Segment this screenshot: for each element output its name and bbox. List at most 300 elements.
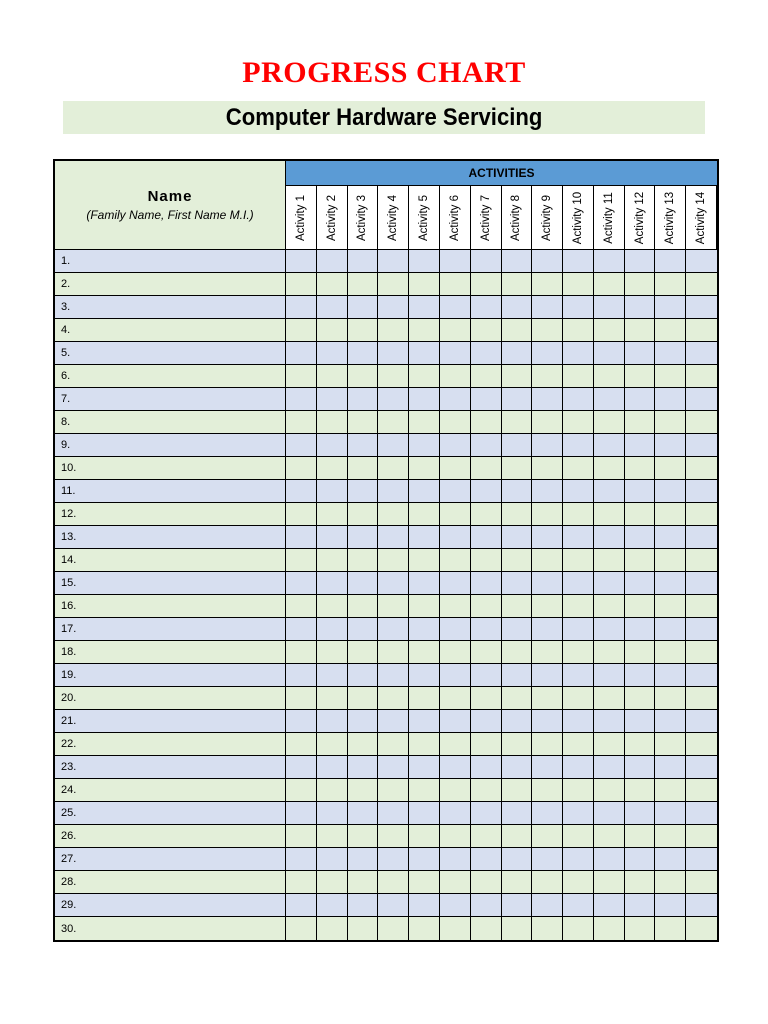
activity-score-cell[interactable] — [471, 756, 502, 779]
activity-score-cell[interactable] — [563, 388, 594, 411]
activity-score-cell[interactable] — [625, 664, 656, 687]
activity-score-cell[interactable] — [286, 894, 317, 917]
activity-score-cell[interactable] — [502, 595, 533, 618]
activity-score-cell[interactable] — [471, 825, 502, 848]
activity-score-cell[interactable] — [378, 480, 409, 503]
activity-score-cell[interactable] — [502, 802, 533, 825]
activity-score-cell[interactable] — [409, 549, 440, 572]
activity-score-cell[interactable] — [655, 664, 686, 687]
activity-score-cell[interactable] — [409, 250, 440, 273]
activity-score-cell[interactable] — [471, 687, 502, 710]
activity-score-cell[interactable] — [348, 411, 379, 434]
activity-score-cell[interactable] — [563, 365, 594, 388]
activity-score-cell[interactable] — [532, 687, 563, 710]
activity-score-cell[interactable] — [440, 457, 471, 480]
activity-score-cell[interactable] — [378, 503, 409, 526]
activity-score-cell[interactable] — [286, 434, 317, 457]
activity-score-cell[interactable] — [594, 595, 625, 618]
activity-score-cell[interactable] — [471, 618, 502, 641]
activity-score-cell[interactable] — [317, 756, 348, 779]
activity-score-cell[interactable] — [440, 664, 471, 687]
student-name-cell[interactable] — [55, 480, 286, 503]
activity-score-cell[interactable] — [655, 572, 686, 595]
activity-score-cell[interactable] — [502, 365, 533, 388]
activity-score-cell[interactable] — [440, 894, 471, 917]
activity-score-cell[interactable] — [286, 802, 317, 825]
activity-score-cell[interactable] — [378, 365, 409, 388]
activity-score-cell[interactable] — [686, 825, 717, 848]
activity-score-cell[interactable] — [594, 825, 625, 848]
activity-score-cell[interactable] — [655, 917, 686, 940]
activity-score-cell[interactable] — [563, 618, 594, 641]
activity-score-cell[interactable] — [563, 664, 594, 687]
activity-score-cell[interactable] — [563, 848, 594, 871]
activity-score-cell[interactable] — [532, 917, 563, 940]
student-name-cell[interactable] — [55, 848, 286, 871]
activity-score-cell[interactable] — [655, 273, 686, 296]
activity-score-cell[interactable] — [409, 871, 440, 894]
activity-score-cell[interactable] — [532, 549, 563, 572]
activity-score-cell[interactable] — [532, 710, 563, 733]
activity-score-cell[interactable] — [378, 250, 409, 273]
activity-score-cell[interactable] — [655, 894, 686, 917]
activity-score-cell[interactable] — [625, 871, 656, 894]
activity-score-cell[interactable] — [594, 894, 625, 917]
activity-score-cell[interactable] — [409, 480, 440, 503]
activity-score-cell[interactable] — [625, 250, 656, 273]
activity-score-cell[interactable] — [471, 871, 502, 894]
activity-score-cell[interactable] — [686, 388, 717, 411]
activity-score-cell[interactable] — [440, 411, 471, 434]
activity-score-cell[interactable] — [594, 687, 625, 710]
activity-score-cell[interactable] — [317, 273, 348, 296]
activity-score-cell[interactable] — [471, 848, 502, 871]
student-name-cell[interactable] — [55, 549, 286, 572]
activity-score-cell[interactable] — [502, 664, 533, 687]
activity-score-cell[interactable] — [655, 756, 686, 779]
student-name-cell[interactable] — [55, 595, 286, 618]
activity-score-cell[interactable] — [409, 319, 440, 342]
activity-score-cell[interactable] — [378, 687, 409, 710]
activity-score-cell[interactable] — [532, 572, 563, 595]
activity-score-cell[interactable] — [502, 250, 533, 273]
activity-score-cell[interactable] — [440, 572, 471, 595]
activity-score-cell[interactable] — [625, 526, 656, 549]
activity-score-cell[interactable] — [440, 733, 471, 756]
activity-score-cell[interactable] — [502, 480, 533, 503]
activity-score-cell[interactable] — [502, 411, 533, 434]
activity-score-cell[interactable] — [594, 296, 625, 319]
activity-score-cell[interactable] — [532, 457, 563, 480]
activity-score-cell[interactable] — [502, 434, 533, 457]
activity-score-cell[interactable] — [378, 319, 409, 342]
activity-score-cell[interactable] — [286, 641, 317, 664]
activity-score-cell[interactable] — [625, 365, 656, 388]
activity-score-cell[interactable] — [625, 733, 656, 756]
activity-score-cell[interactable] — [563, 480, 594, 503]
activity-score-cell[interactable] — [563, 595, 594, 618]
activity-score-cell[interactable] — [625, 296, 656, 319]
activity-score-cell[interactable] — [378, 388, 409, 411]
activity-score-cell[interactable] — [563, 572, 594, 595]
activity-score-cell[interactable] — [655, 526, 686, 549]
activity-score-cell[interactable] — [378, 802, 409, 825]
activity-score-cell[interactable] — [440, 687, 471, 710]
activity-score-cell[interactable] — [378, 756, 409, 779]
activity-score-cell[interactable] — [286, 871, 317, 894]
activity-score-cell[interactable] — [686, 296, 717, 319]
activity-score-cell[interactable] — [317, 342, 348, 365]
activity-score-cell[interactable] — [348, 273, 379, 296]
activity-score-cell[interactable] — [317, 595, 348, 618]
activity-score-cell[interactable] — [563, 457, 594, 480]
activity-score-cell[interactable] — [378, 848, 409, 871]
activity-score-cell[interactable] — [532, 664, 563, 687]
activity-score-cell[interactable] — [440, 917, 471, 940]
activity-score-cell[interactable] — [440, 871, 471, 894]
activity-score-cell[interactable] — [409, 572, 440, 595]
activity-score-cell[interactable] — [625, 342, 656, 365]
activity-score-cell[interactable] — [686, 595, 717, 618]
activity-score-cell[interactable] — [502, 342, 533, 365]
activity-score-cell[interactable] — [348, 595, 379, 618]
activity-score-cell[interactable] — [348, 641, 379, 664]
activity-score-cell[interactable] — [563, 434, 594, 457]
student-name-cell[interactable] — [55, 296, 286, 319]
activity-score-cell[interactable] — [532, 480, 563, 503]
activity-score-cell[interactable] — [594, 503, 625, 526]
activity-score-cell[interactable] — [409, 388, 440, 411]
activity-score-cell[interactable] — [409, 618, 440, 641]
activity-score-cell[interactable] — [625, 756, 656, 779]
activity-score-cell[interactable] — [625, 572, 656, 595]
activity-score-cell[interactable] — [686, 710, 717, 733]
activity-score-cell[interactable] — [317, 871, 348, 894]
activity-score-cell[interactable] — [532, 641, 563, 664]
activity-score-cell[interactable] — [317, 894, 348, 917]
activity-score-cell[interactable] — [532, 595, 563, 618]
activity-score-cell[interactable] — [348, 848, 379, 871]
activity-score-cell[interactable] — [348, 779, 379, 802]
student-name-cell[interactable] — [55, 365, 286, 388]
activity-score-cell[interactable] — [440, 848, 471, 871]
activity-score-cell[interactable] — [563, 710, 594, 733]
activity-score-cell[interactable] — [348, 618, 379, 641]
activity-score-cell[interactable] — [440, 434, 471, 457]
activity-score-cell[interactable] — [471, 388, 502, 411]
activity-score-cell[interactable] — [686, 687, 717, 710]
activity-score-cell[interactable] — [502, 710, 533, 733]
activity-score-cell[interactable] — [440, 250, 471, 273]
activity-score-cell[interactable] — [471, 503, 502, 526]
activity-score-cell[interactable] — [409, 273, 440, 296]
activity-score-cell[interactable] — [409, 503, 440, 526]
activity-score-cell[interactable] — [409, 779, 440, 802]
activity-score-cell[interactable] — [655, 480, 686, 503]
activity-score-cell[interactable] — [348, 457, 379, 480]
activity-score-cell[interactable] — [286, 917, 317, 940]
activity-score-cell[interactable] — [378, 825, 409, 848]
activity-score-cell[interactable] — [532, 250, 563, 273]
activity-score-cell[interactable] — [594, 641, 625, 664]
activity-score-cell[interactable] — [471, 434, 502, 457]
activity-score-cell[interactable] — [409, 802, 440, 825]
student-name-cell[interactable] — [55, 802, 286, 825]
activity-score-cell[interactable] — [502, 825, 533, 848]
activity-score-cell[interactable] — [563, 756, 594, 779]
activity-score-cell[interactable] — [471, 802, 502, 825]
activity-score-cell[interactable] — [286, 457, 317, 480]
activity-score-cell[interactable] — [532, 825, 563, 848]
activity-score-cell[interactable] — [502, 503, 533, 526]
activity-score-cell[interactable] — [471, 319, 502, 342]
activity-score-cell[interactable] — [686, 802, 717, 825]
activity-score-cell[interactable] — [440, 641, 471, 664]
activity-score-cell[interactable] — [378, 779, 409, 802]
activity-score-cell[interactable] — [409, 687, 440, 710]
activity-score-cell[interactable] — [440, 756, 471, 779]
activity-score-cell[interactable] — [655, 457, 686, 480]
activity-score-cell[interactable] — [440, 549, 471, 572]
activity-score-cell[interactable] — [563, 802, 594, 825]
activity-score-cell[interactable] — [532, 526, 563, 549]
activity-score-cell[interactable] — [317, 319, 348, 342]
activity-score-cell[interactable] — [378, 664, 409, 687]
activity-score-cell[interactable] — [502, 894, 533, 917]
activity-score-cell[interactable] — [471, 273, 502, 296]
activity-score-cell[interactable] — [409, 434, 440, 457]
activity-score-cell[interactable] — [440, 595, 471, 618]
activity-score-cell[interactable] — [563, 250, 594, 273]
activity-score-cell[interactable] — [532, 342, 563, 365]
activity-score-cell[interactable] — [594, 779, 625, 802]
activity-score-cell[interactable] — [686, 526, 717, 549]
activity-score-cell[interactable] — [348, 526, 379, 549]
activity-score-cell[interactable] — [286, 687, 317, 710]
activity-score-cell[interactable] — [348, 434, 379, 457]
activity-score-cell[interactable] — [532, 871, 563, 894]
activity-score-cell[interactable] — [378, 917, 409, 940]
activity-score-cell[interactable] — [378, 894, 409, 917]
activity-score-cell[interactable] — [532, 618, 563, 641]
activity-score-cell[interactable] — [594, 434, 625, 457]
activity-score-cell[interactable] — [655, 411, 686, 434]
student-name-cell[interactable] — [55, 894, 286, 917]
activity-score-cell[interactable] — [686, 917, 717, 940]
activity-score-cell[interactable] — [286, 319, 317, 342]
activity-score-cell[interactable] — [317, 572, 348, 595]
activity-score-cell[interactable] — [378, 273, 409, 296]
activity-score-cell[interactable] — [686, 572, 717, 595]
activity-score-cell[interactable] — [348, 825, 379, 848]
activity-score-cell[interactable] — [686, 457, 717, 480]
activity-score-cell[interactable] — [286, 825, 317, 848]
student-name-cell[interactable] — [55, 503, 286, 526]
activity-score-cell[interactable] — [378, 641, 409, 664]
activity-score-cell[interactable] — [594, 273, 625, 296]
activity-score-cell[interactable] — [286, 664, 317, 687]
activity-score-cell[interactable] — [286, 733, 317, 756]
activity-score-cell[interactable] — [625, 779, 656, 802]
activity-score-cell[interactable] — [409, 848, 440, 871]
activity-score-cell[interactable] — [502, 549, 533, 572]
student-name-cell[interactable] — [55, 779, 286, 802]
activity-score-cell[interactable] — [378, 411, 409, 434]
activity-score-cell[interactable] — [532, 388, 563, 411]
activity-score-cell[interactable] — [409, 526, 440, 549]
activity-score-cell[interactable] — [655, 618, 686, 641]
activity-score-cell[interactable] — [686, 549, 717, 572]
activity-score-cell[interactable] — [409, 756, 440, 779]
activity-score-cell[interactable] — [440, 319, 471, 342]
activity-score-cell[interactable] — [563, 779, 594, 802]
activity-score-cell[interactable] — [502, 641, 533, 664]
activity-score-cell[interactable] — [625, 480, 656, 503]
activity-score-cell[interactable] — [286, 848, 317, 871]
activity-score-cell[interactable] — [317, 411, 348, 434]
activity-score-cell[interactable] — [563, 733, 594, 756]
activity-score-cell[interactable] — [594, 526, 625, 549]
student-name-cell[interactable] — [55, 825, 286, 848]
activity-score-cell[interactable] — [563, 641, 594, 664]
activity-score-cell[interactable] — [625, 687, 656, 710]
activity-score-cell[interactable] — [625, 457, 656, 480]
student-name-cell[interactable] — [55, 871, 286, 894]
activity-score-cell[interactable] — [686, 503, 717, 526]
activity-score-cell[interactable] — [594, 411, 625, 434]
activity-score-cell[interactable] — [625, 848, 656, 871]
activity-score-cell[interactable] — [594, 250, 625, 273]
activity-score-cell[interactable] — [563, 526, 594, 549]
activity-score-cell[interactable] — [471, 595, 502, 618]
activity-score-cell[interactable] — [440, 825, 471, 848]
activity-score-cell[interactable] — [686, 779, 717, 802]
activity-score-cell[interactable] — [286, 250, 317, 273]
activity-score-cell[interactable] — [502, 848, 533, 871]
student-name-cell[interactable] — [55, 641, 286, 664]
activity-score-cell[interactable] — [532, 733, 563, 756]
activity-score-cell[interactable] — [686, 411, 717, 434]
activity-score-cell[interactable] — [532, 411, 563, 434]
student-name-cell[interactable] — [55, 411, 286, 434]
activity-score-cell[interactable] — [686, 434, 717, 457]
student-name-cell[interactable] — [55, 664, 286, 687]
activity-score-cell[interactable] — [594, 457, 625, 480]
student-name-cell[interactable] — [55, 710, 286, 733]
activity-score-cell[interactable] — [532, 434, 563, 457]
activity-score-cell[interactable] — [286, 273, 317, 296]
activity-score-cell[interactable] — [286, 365, 317, 388]
activity-score-cell[interactable] — [532, 756, 563, 779]
activity-score-cell[interactable] — [625, 273, 656, 296]
activity-score-cell[interactable] — [317, 296, 348, 319]
student-name-cell[interactable] — [55, 756, 286, 779]
activity-score-cell[interactable] — [532, 319, 563, 342]
activity-score-cell[interactable] — [471, 457, 502, 480]
activity-score-cell[interactable] — [378, 434, 409, 457]
student-name-cell[interactable] — [55, 457, 286, 480]
student-name-cell[interactable] — [55, 733, 286, 756]
activity-score-cell[interactable] — [686, 342, 717, 365]
activity-score-cell[interactable] — [317, 526, 348, 549]
activity-score-cell[interactable] — [317, 917, 348, 940]
activity-score-cell[interactable] — [286, 618, 317, 641]
activity-score-cell[interactable] — [471, 664, 502, 687]
activity-score-cell[interactable] — [348, 733, 379, 756]
activity-score-cell[interactable] — [563, 894, 594, 917]
activity-score-cell[interactable] — [348, 894, 379, 917]
activity-score-cell[interactable] — [471, 549, 502, 572]
activity-score-cell[interactable] — [655, 365, 686, 388]
activity-score-cell[interactable] — [686, 273, 717, 296]
activity-score-cell[interactable] — [378, 526, 409, 549]
activity-score-cell[interactable] — [409, 894, 440, 917]
activity-score-cell[interactable] — [502, 296, 533, 319]
activity-score-cell[interactable] — [655, 296, 686, 319]
activity-score-cell[interactable] — [686, 618, 717, 641]
student-name-cell[interactable] — [55, 388, 286, 411]
student-name-cell[interactable] — [55, 687, 286, 710]
activity-score-cell[interactable] — [594, 342, 625, 365]
activity-score-cell[interactable] — [655, 549, 686, 572]
activity-score-cell[interactable] — [655, 342, 686, 365]
activity-score-cell[interactable] — [409, 825, 440, 848]
activity-score-cell[interactable] — [563, 687, 594, 710]
activity-score-cell[interactable] — [378, 296, 409, 319]
activity-score-cell[interactable] — [348, 572, 379, 595]
activity-score-cell[interactable] — [563, 273, 594, 296]
activity-score-cell[interactable] — [655, 802, 686, 825]
activity-score-cell[interactable] — [317, 365, 348, 388]
activity-score-cell[interactable] — [594, 802, 625, 825]
activity-score-cell[interactable] — [563, 411, 594, 434]
activity-score-cell[interactable] — [563, 319, 594, 342]
activity-score-cell[interactable] — [286, 526, 317, 549]
activity-score-cell[interactable] — [440, 503, 471, 526]
activity-score-cell[interactable] — [532, 273, 563, 296]
activity-score-cell[interactable] — [502, 526, 533, 549]
activity-score-cell[interactable] — [594, 549, 625, 572]
activity-score-cell[interactable] — [409, 664, 440, 687]
activity-score-cell[interactable] — [378, 595, 409, 618]
activity-score-cell[interactable] — [317, 733, 348, 756]
activity-score-cell[interactable] — [625, 549, 656, 572]
activity-score-cell[interactable] — [471, 296, 502, 319]
activity-score-cell[interactable] — [286, 710, 317, 733]
activity-score-cell[interactable] — [348, 917, 379, 940]
activity-score-cell[interactable] — [348, 319, 379, 342]
activity-score-cell[interactable] — [502, 572, 533, 595]
activity-score-cell[interactable] — [348, 342, 379, 365]
activity-score-cell[interactable] — [440, 342, 471, 365]
activity-score-cell[interactable] — [625, 710, 656, 733]
activity-score-cell[interactable] — [532, 779, 563, 802]
activity-score-cell[interactable] — [471, 917, 502, 940]
activity-score-cell[interactable] — [625, 802, 656, 825]
activity-score-cell[interactable] — [594, 710, 625, 733]
activity-score-cell[interactable] — [378, 733, 409, 756]
activity-score-cell[interactable] — [348, 549, 379, 572]
activity-score-cell[interactable] — [655, 434, 686, 457]
activity-score-cell[interactable] — [409, 365, 440, 388]
activity-score-cell[interactable] — [594, 319, 625, 342]
activity-score-cell[interactable] — [594, 618, 625, 641]
activity-score-cell[interactable] — [440, 802, 471, 825]
activity-score-cell[interactable] — [348, 388, 379, 411]
student-name-cell[interactable] — [55, 917, 286, 940]
activity-score-cell[interactable] — [471, 250, 502, 273]
activity-score-cell[interactable] — [655, 503, 686, 526]
